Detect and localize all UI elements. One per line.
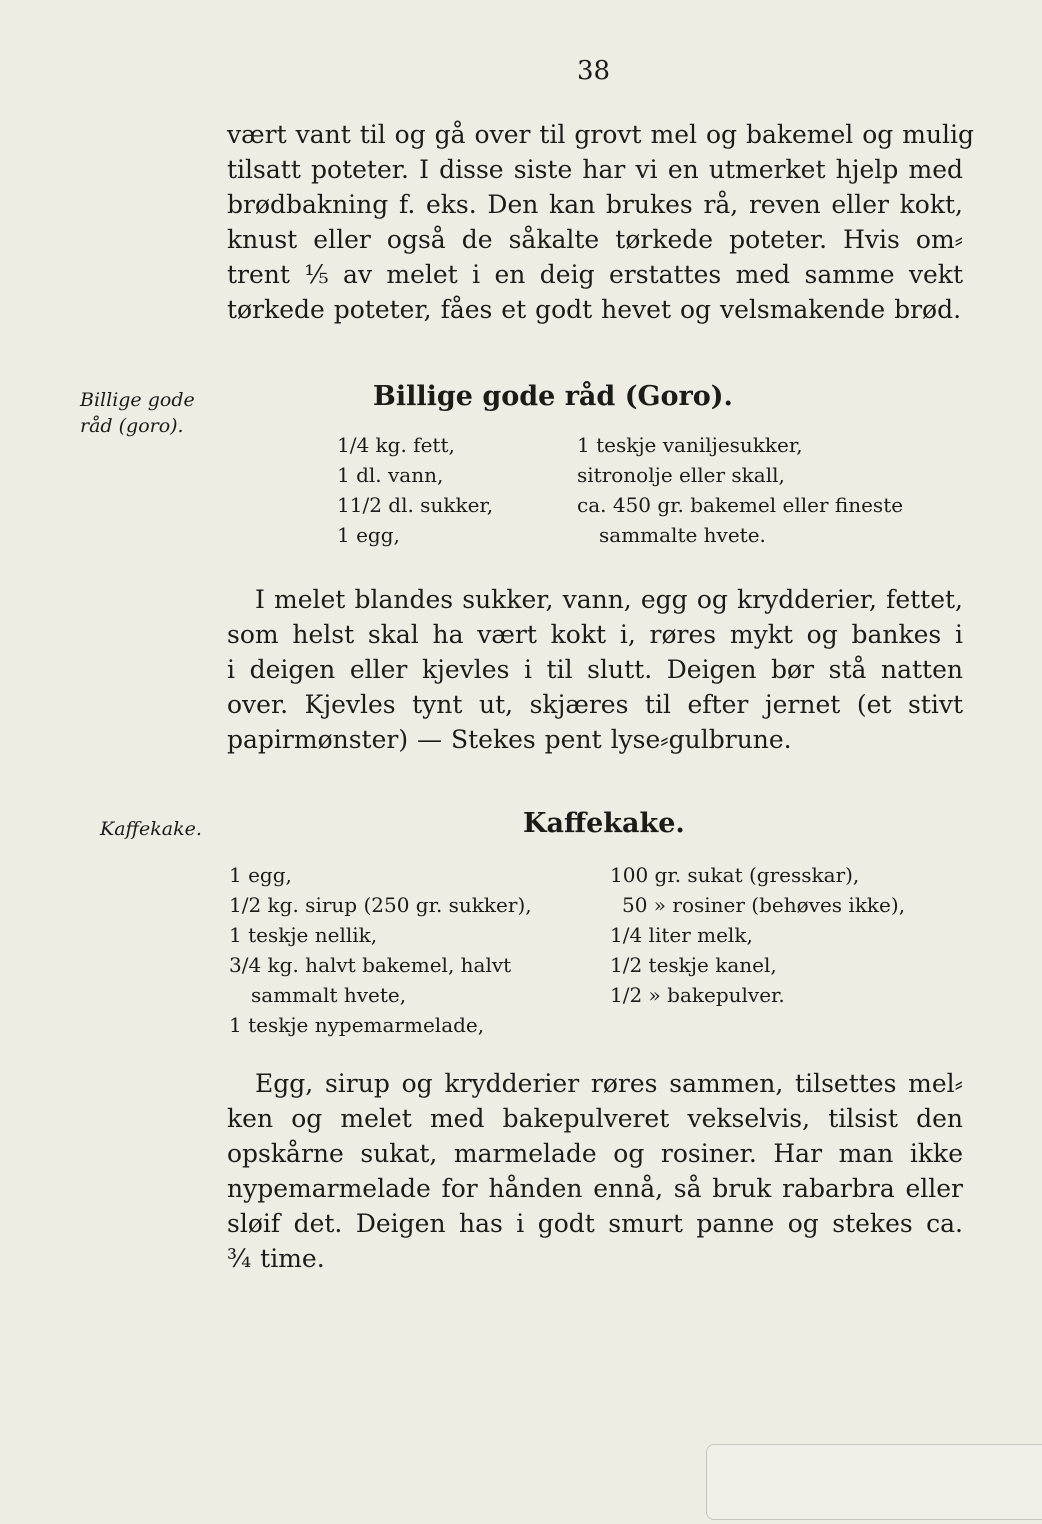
ingredient-item: sitronolje eller skall, <box>577 463 785 487</box>
text-line: ken og melet med bakepulveret vekselvis, tilsist den <box>227 1104 963 1133</box>
text-line: vært vant til og gå over til grovt mel og bakemel og mulig <box>227 120 975 149</box>
ingredient-list-kaffekake-left <box>229 860 532 1040</box>
margin-note-kaffekake <box>100 816 202 842</box>
ingredient-item: sammalt hvete, <box>251 983 407 1007</box>
text-line: som helst skal ha vært kokt i, røres mykt og bankes i <box>227 620 963 649</box>
ingredient-item: 1 teskje vaniljesukker, <box>577 433 803 457</box>
ingredient-item: sammalte hvete. <box>599 523 766 547</box>
ingredient-item: 1/2 kg. sirup (250 gr. sukker), <box>229 893 532 917</box>
text-line: tørkede poteter, fåes et godt hevet og velsmakende brød. <box>227 295 962 324</box>
ingredient-item: 1/4 kg. fett, <box>337 433 455 457</box>
ingredient-item: 1/2 » bakepulver. <box>610 983 785 1007</box>
margin-note-goro <box>80 387 195 439</box>
margin-note-line: Kaffekake. <box>100 818 202 840</box>
text-line: knust eller også de såkalte tørkede poteter. Hvis om⸗ <box>227 225 963 254</box>
intro-paragraph <box>227 117 975 327</box>
text-line: opskårne sukat, marmelade og rosiner. Har man ikke <box>227 1139 963 1168</box>
text-line: nypemarmelade for hånden ennå, så bruk rabarbra eller <box>227 1174 963 1203</box>
text-line: over. Kjevles tynt ut, skjæres til efter jernet (et stivt <box>227 690 963 719</box>
text-line: i deigen eller kjevles i til slutt. Deigen bør stå natten <box>227 655 963 684</box>
ingredient-item: 1 teskje nellik, <box>229 923 378 947</box>
text-line: tilsatt poteter. I disse siste har vi en utmerket hjelp med <box>227 155 963 184</box>
text-line: papirmønster) — Stekes pent lyse⸗gulbrune. <box>227 725 792 754</box>
ingredient-item: 1 dl. vann, <box>337 463 444 487</box>
ingredient-item: 1 egg, <box>229 863 292 887</box>
recipe-title-kaffekake: Kaffekake. <box>523 808 685 839</box>
text-line: sløif det. Deigen has i godt smurt panne og stekes ca. <box>227 1209 963 1238</box>
text-line: brødbakning f. eks. Den kan brukes rå, reven eller kokt, <box>227 190 963 219</box>
ingredient-item: 1/4 liter melk, <box>610 923 753 947</box>
margin-note-line: råd (goro). <box>80 415 184 437</box>
ingredient-item: ca. 450 gr. bakemel eller fineste <box>577 493 904 517</box>
ingredient-list-goro-left <box>337 430 493 550</box>
kaffekake-method-paragraph <box>227 1066 963 1276</box>
text-line: ¾ time. <box>227 1244 325 1273</box>
text-line: Egg, sirup og krydderier røres sammen, tilsettes mel⸗ <box>255 1069 963 1098</box>
ingredient-item: 3/4 kg. halvt bakemel, halvt <box>229 953 512 977</box>
ingredient-list-goro-right <box>577 430 903 550</box>
ingredient-item: 1 teskje nypemarmelade, <box>229 1013 485 1037</box>
ingredient-item: 50 » rosiner (behøves ikke), <box>622 893 906 917</box>
goro-method-paragraph <box>227 582 963 757</box>
text-line: trent ⅕ av melet i en deig erstattes med samme vekt <box>227 260 963 289</box>
ingredient-item: 1 egg, <box>337 523 400 547</box>
ingredient-item: 100 gr. sukat (gresskar), <box>610 863 860 887</box>
ingredient-list-kaffekake-right <box>610 860 905 1010</box>
recipe-title-goro: Billige gode råd (Goro). <box>373 381 733 412</box>
text-line: I melet blandes sukker, vann, egg og krydderier, fettet, <box>255 585 963 614</box>
ingredient-item: 11/2 dl. sukker, <box>337 493 494 517</box>
ingredient-item: 1/2 teskje kanel, <box>610 953 777 977</box>
page-number: 38 <box>576 56 611 86</box>
scan-edge-tab <box>706 1444 1042 1520</box>
margin-note-line: Billige gode <box>80 389 195 411</box>
